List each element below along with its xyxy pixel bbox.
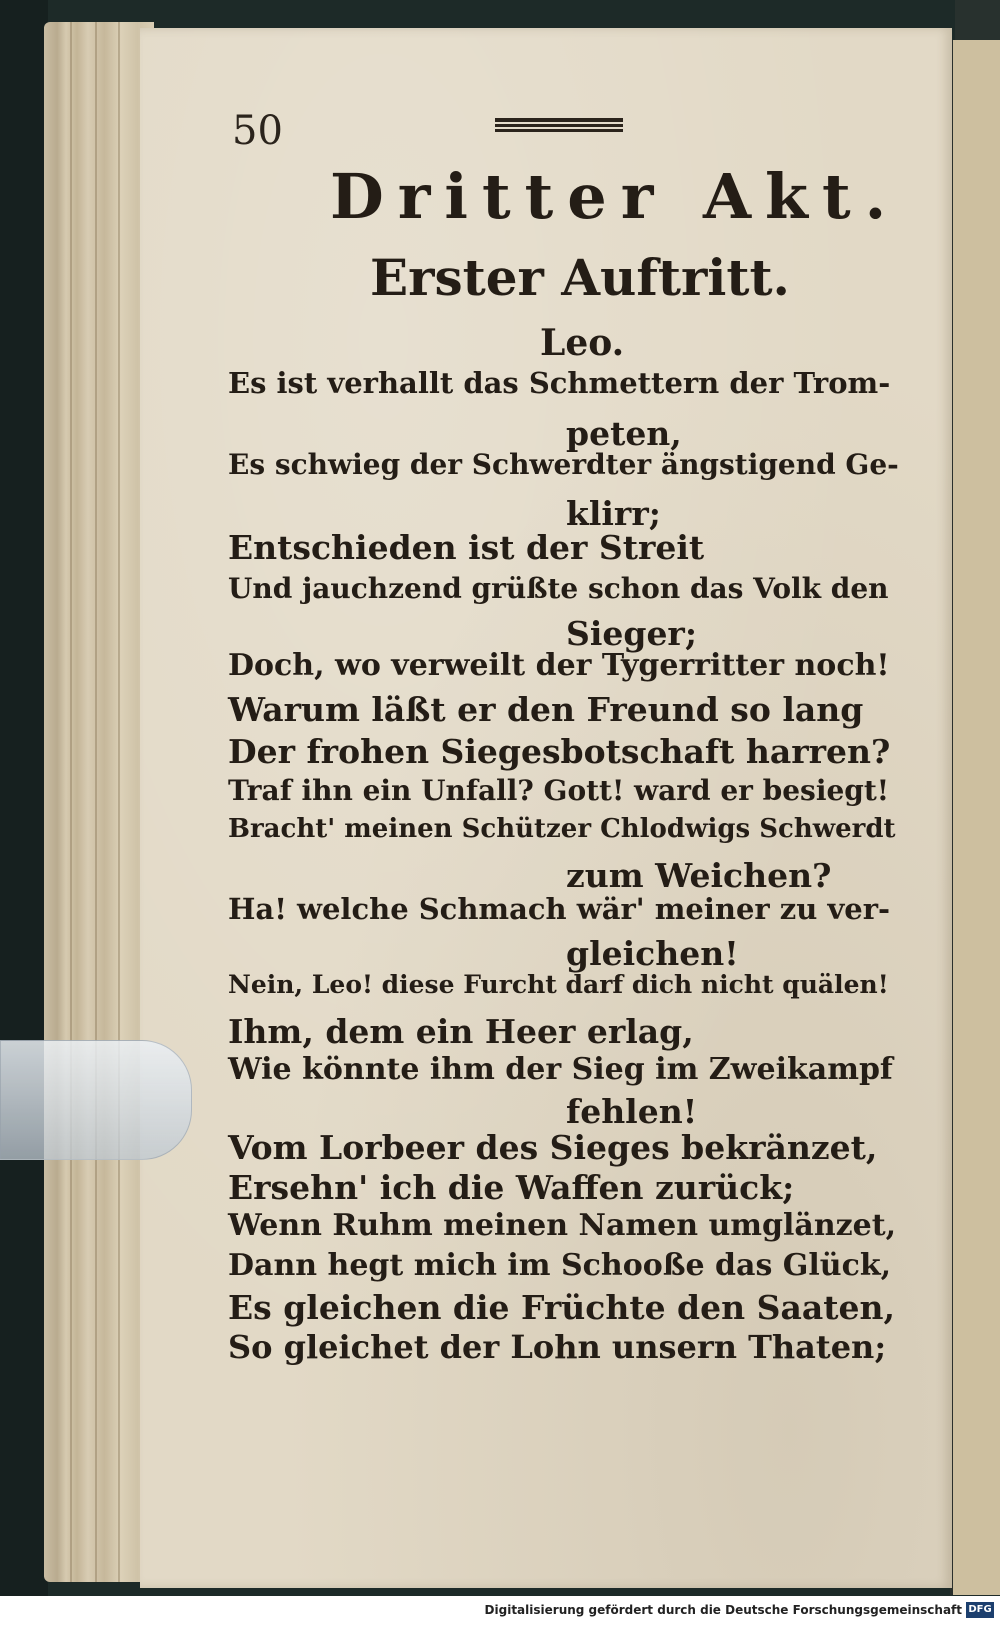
verse-line: Sieger; <box>566 614 698 653</box>
plastic-page-clip <box>0 1040 192 1160</box>
verse-line: Nein, Leo! diese Furcht darf dich nicht quälen! <box>228 970 889 999</box>
verse-line: Bracht' meinen Schützer Chlodwigs Schwerdt <box>228 814 896 844</box>
verse-line: fehlen! <box>566 1092 698 1131</box>
scan-background <box>0 0 48 1625</box>
page-number: 50 <box>232 108 283 154</box>
verse-line: Entschieden ist der Streit <box>228 528 705 567</box>
verse-line: Wenn Ruhm meinen Namen umglänzet, <box>228 1208 897 1243</box>
scan-background-top-right <box>955 0 1000 40</box>
verse-line: Es schwieg der Schwerdter ängstigend Ge- <box>228 448 899 481</box>
facing-page-edge <box>950 40 1000 1595</box>
verse-line: Ihm, dem ein Heer erlag, <box>228 1012 694 1051</box>
verse-line: Warum läßt er den Freund so lang <box>228 690 864 729</box>
verse-line: Doch, wo verweilt der Tygerritter noch! <box>228 648 890 683</box>
verse-line: zum Weichen? <box>566 856 832 895</box>
verse-line: Es ist verhallt das Schmettern der Trom- <box>228 366 891 400</box>
page-edge-line <box>118 22 120 1582</box>
speaker-name: Leo. <box>540 322 625 364</box>
verse-line: Und jauchzend grüßte schon das Volk den <box>228 572 889 605</box>
verse-line: So gleichet der Lohn unsern Thaten; <box>228 1328 887 1366</box>
scene-title: Erster Auftritt. <box>370 248 790 307</box>
verse-line: Traf ihn ein Unfall? Gott! ward er besiegt! <box>228 774 890 807</box>
verse-line: Es gleichen die Früchte den Saaten, <box>228 1288 895 1327</box>
act-title: Dritter Akt. <box>330 160 901 233</box>
dfg-logo: DFG <box>966 1602 994 1618</box>
verse-line: peten, <box>566 414 682 453</box>
verse-line: Dann hegt mich im Schooße das Glück, <box>228 1248 892 1283</box>
verse-line: Wie könnte ihm der Sieg im Zweikampf <box>228 1052 893 1087</box>
funding-note: Digitalisierung gefördert durch die Deutsche Forschungsgemeinschaft <box>484 1603 962 1617</box>
page-edge-line <box>95 22 97 1582</box>
verse-line: Vom Lorbeer des Sieges bekränzet, <box>228 1128 878 1167</box>
verse-line: klirr; <box>566 494 661 533</box>
verse-line: gleichen! <box>566 934 739 973</box>
verse-line: Ersehn' ich die Waffen zurück; <box>228 1168 795 1207</box>
book-page-edges <box>44 22 154 1582</box>
verse-line: Der frohen Siegesbotschaft harren? <box>228 732 891 771</box>
ornament-rule <box>495 118 623 132</box>
page-edge-line <box>70 22 72 1582</box>
verse-line: Ha! welche Schmach wär' meiner zu ver- <box>228 892 891 926</box>
